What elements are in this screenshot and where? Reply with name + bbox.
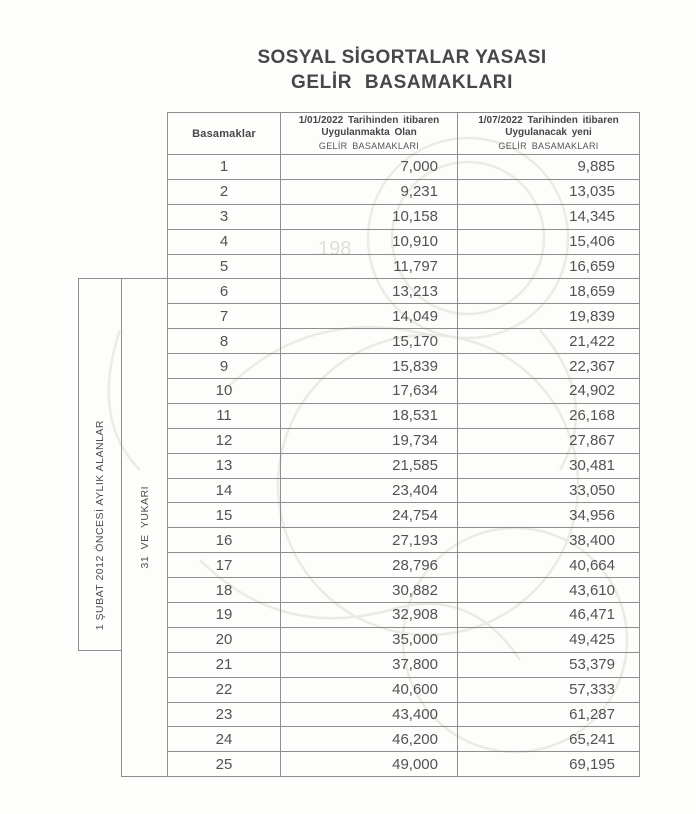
table-row: [168, 204, 640, 229]
new-bracket-cell: 21,422: [458, 329, 640, 354]
new-bracket-cell: 15,406: [458, 229, 640, 254]
current-bracket-cell: 43,400: [281, 702, 458, 727]
current-bracket-cell: 9,231: [281, 179, 458, 204]
basamak-cell: 5: [168, 254, 281, 279]
new-bracket-cell: 14,345: [458, 204, 640, 229]
title-line-1: SOSYAL SİGORTALAR YASASI: [257, 47, 547, 68]
new-bracket-cell: 53,379: [458, 652, 640, 677]
table-row: [168, 254, 640, 279]
new-bracket-cell: 69,195: [458, 752, 640, 777]
side-label-pre-feb-2012-box: [78, 278, 122, 651]
current-bracket-cell: 23,404: [281, 478, 458, 503]
current-bracket-cell: 40,600: [281, 677, 458, 702]
header-line: GELİR BASAMAKLARI: [498, 140, 599, 151]
current-bracket-cell: 24,754: [281, 503, 458, 528]
header-row: [168, 113, 640, 155]
col-header-basamaklar: [168, 113, 281, 155]
table-row: [168, 403, 640, 428]
basamak-cell: 4: [168, 229, 281, 254]
new-bracket-cell: 43,610: [458, 578, 640, 603]
current-bracket-cell: 19,734: [281, 428, 458, 453]
document-title: [167, 45, 637, 95]
col-header-current-brackets: [281, 113, 458, 155]
basamak-cell: 23: [168, 702, 281, 727]
table-row: [168, 354, 640, 379]
new-bracket-cell: 40,664: [458, 553, 640, 578]
current-bracket-cell: 10,158: [281, 204, 458, 229]
new-bracket-cell: 38,400: [458, 528, 640, 553]
basamak-cell: 19: [168, 603, 281, 628]
header-line: GELİR BASAMAKLARI: [318, 140, 420, 151]
table-row: [168, 304, 640, 329]
current-bracket-cell: 18,531: [281, 403, 458, 428]
basamak-cell: 25: [168, 752, 281, 777]
basamak-cell: 18: [168, 578, 281, 603]
table-row: [168, 428, 640, 453]
basamak-cell: 7: [168, 304, 281, 329]
new-bracket-cell: 13,035: [458, 179, 640, 204]
basamak-cell: 12: [168, 428, 281, 453]
table-row: [168, 578, 640, 603]
current-bracket-cell: 27,193: [281, 528, 458, 553]
table-row: [168, 727, 640, 752]
watermark-ghost-text: 198: [318, 238, 352, 260]
new-bracket-cell: 46,471: [458, 603, 640, 628]
current-bracket-cell: 11,797: [281, 254, 458, 279]
current-bracket-cell: 21,585: [281, 453, 458, 478]
new-bracket-cell: 19,839: [458, 304, 640, 329]
basamak-cell: 11: [168, 403, 281, 428]
current-bracket-cell: 15,839: [281, 354, 458, 379]
title-line-2: GELİR BASAMAKLARI: [291, 72, 513, 93]
basamak-cell: 20: [168, 627, 281, 652]
current-bracket-cell: 35,000: [281, 627, 458, 652]
basamak-cell: 8: [168, 329, 281, 354]
current-bracket-cell: 14,049: [281, 304, 458, 329]
table-row: [168, 702, 640, 727]
side-label-pre-feb-2012-text: 1 ŞUBAT 2012 ÖNCESİ AYLIK ALANLAR: [94, 419, 106, 630]
current-bracket-cell: 28,796: [281, 553, 458, 578]
new-bracket-cell: 24,902: [458, 379, 640, 404]
current-bracket-cell: 32,908: [281, 603, 458, 628]
table-row: [168, 229, 640, 254]
header-line: 1/07/2022 Tarihinden itibaren: [478, 114, 619, 126]
new-bracket-cell: 57,333: [458, 677, 640, 702]
basamak-cell: 22: [168, 677, 281, 702]
basamak-cell: 14: [168, 478, 281, 503]
new-bracket-cell: 33,050: [458, 478, 640, 503]
current-bracket-cell: 46,200: [281, 727, 458, 752]
current-bracket-cell: 30,882: [281, 578, 458, 603]
table-header: [168, 113, 640, 155]
basamak-cell: 1: [168, 155, 281, 180]
basamak-cell: 16: [168, 528, 281, 553]
table-row: [168, 478, 640, 503]
table-row: [168, 528, 640, 553]
new-bracket-cell: 16,659: [458, 254, 640, 279]
current-bracket-cell: 37,800: [281, 652, 458, 677]
current-bracket-cell: 49,000: [281, 752, 458, 777]
new-bracket-cell: 34,956: [458, 503, 640, 528]
basamak-cell: 17: [168, 553, 281, 578]
header-line: Uygulanmakta Olan: [321, 127, 417, 139]
table-row: [168, 627, 640, 652]
current-bracket-cell: 10,910: [281, 229, 458, 254]
basamak-cell: 9: [168, 354, 281, 379]
side-label-31-and-above-box: [121, 278, 168, 777]
new-bracket-cell: 9,885: [458, 155, 640, 180]
table-row: [168, 279, 640, 304]
table-row: [168, 155, 640, 180]
basamak-cell: 10: [168, 379, 281, 404]
basamak-cell: 21: [168, 652, 281, 677]
new-bracket-cell: 65,241: [458, 727, 640, 752]
new-bracket-cell: 18,659: [458, 279, 640, 304]
current-bracket-cell: 13,213: [281, 279, 458, 304]
basamak-cell: 24: [168, 727, 281, 752]
table-row: [168, 453, 640, 478]
table-row: [168, 503, 640, 528]
header-line: 1/01/2022 Tarihinden itibaren: [298, 114, 440, 126]
table-row: [168, 553, 640, 578]
basamak-cell: 3: [168, 204, 281, 229]
table-row: [168, 677, 640, 702]
col-header-basamaklar-label: Basamaklar: [192, 127, 256, 140]
table-row: [168, 379, 640, 404]
basamak-cell: 13: [168, 453, 281, 478]
basamak-cell: 6: [168, 279, 281, 304]
new-bracket-cell: 27,867: [458, 428, 640, 453]
new-bracket-cell: 26,168: [458, 403, 640, 428]
new-bracket-cell: 49,425: [458, 627, 640, 652]
new-bracket-cell: 61,287: [458, 702, 640, 727]
new-bracket-cell: 30,481: [458, 453, 640, 478]
table-body: [168, 155, 640, 777]
basamak-cell: 2: [168, 179, 281, 204]
side-label-31-and-above-text: 31 VE YUKARI: [139, 486, 151, 569]
table-row: [168, 179, 640, 204]
current-bracket-cell: 7,000: [281, 155, 458, 180]
table-row: [168, 329, 640, 354]
header-line: Uygulanacak yeni: [505, 127, 592, 139]
basamak-cell: 15: [168, 503, 281, 528]
col-header-new-brackets: [458, 113, 640, 155]
new-bracket-cell: 22,367: [458, 354, 640, 379]
current-bracket-cell: 15,170: [281, 329, 458, 354]
current-bracket-cell: 17,634: [281, 379, 458, 404]
income-brackets-table: [167, 112, 640, 777]
table-row: [168, 752, 640, 777]
table-row: [168, 652, 640, 677]
table-row: [168, 603, 640, 628]
